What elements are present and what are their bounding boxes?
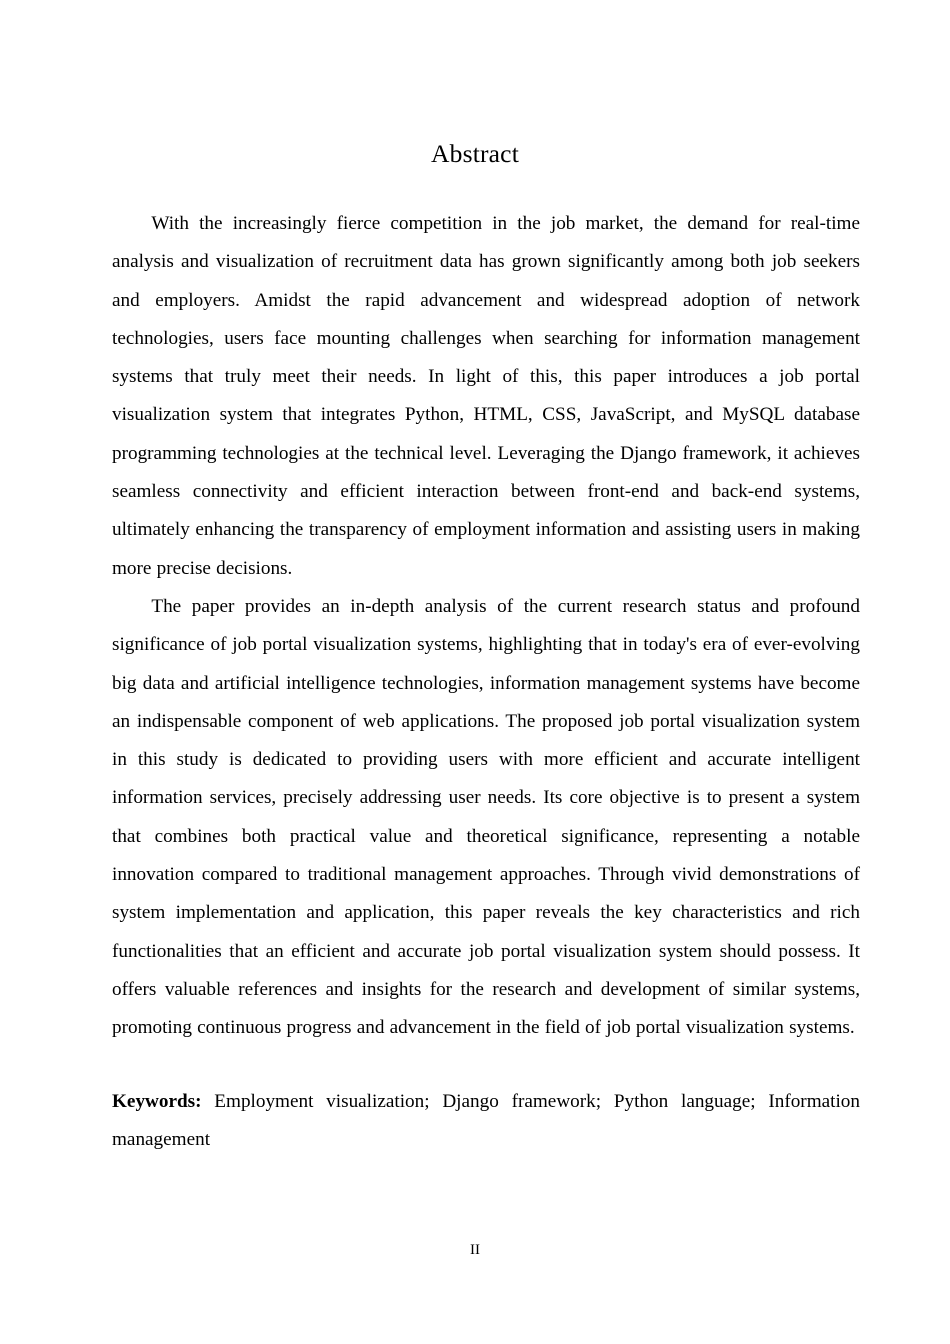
page-title: Abstract [431, 139, 519, 169]
abstract-paragraph-2: The paper provides an in-depth analysis of the current research status and profound significance of job portal visualization systems, highlighting that in today's era of ever-evolving big data and artificial intelligence technologies, information management systems have become an indispensable component of web applications. The proposed job portal visualization system in this study is dedicated to providing users with more efficient and accurate intelligent information services, precisely addressing user needs. Its core objective is to present a system that combines both practical value and theoretical significance, representing a notable innovation compared to traditional management approaches. Through vivid demonstrations of system implementation and application, this paper reveals the key characteristics and rich functionalities that an efficient and accurate job portal visualization system should possess. It offers valuable references and insights for the research and development of similar systems, promoting continuous progress and advancement in the field of job portal visualization systems. [112, 595, 860, 1039]
abstract-paragraph-1: With the increasingly fierce competition in the job market, the demand for real-time analysis and visualization of recruitment data has grown significantly among both job seekers and employers. Amidst the rapid advancement and widespread adoption of network technologies, users face mounting challenges when searching for information management systems that truly meet their needs. In light of this, this paper introduces a job portal visualization system that integrates Python, HTML, CSS, JavaScript, and MySQL database programming technologies at the technical level. Leveraging the Django framework, it achieves seamless connectivity and efficient interaction between front-end and back-end systems, ultimately enhancing the transparency of employment information and assisting users in making more precise decisions. [112, 213, 860, 579]
keywords-section [112, 1083, 860, 1160]
keywords-label: Keywords: [112, 1091, 202, 1112]
keywords-line [112, 1083, 860, 1160]
page-number-footer: II [470, 1242, 480, 1258]
keywords-value: Employment visualization; Django framework; Python language; Information management [112, 1091, 860, 1151]
abstract-body [112, 205, 860, 1048]
